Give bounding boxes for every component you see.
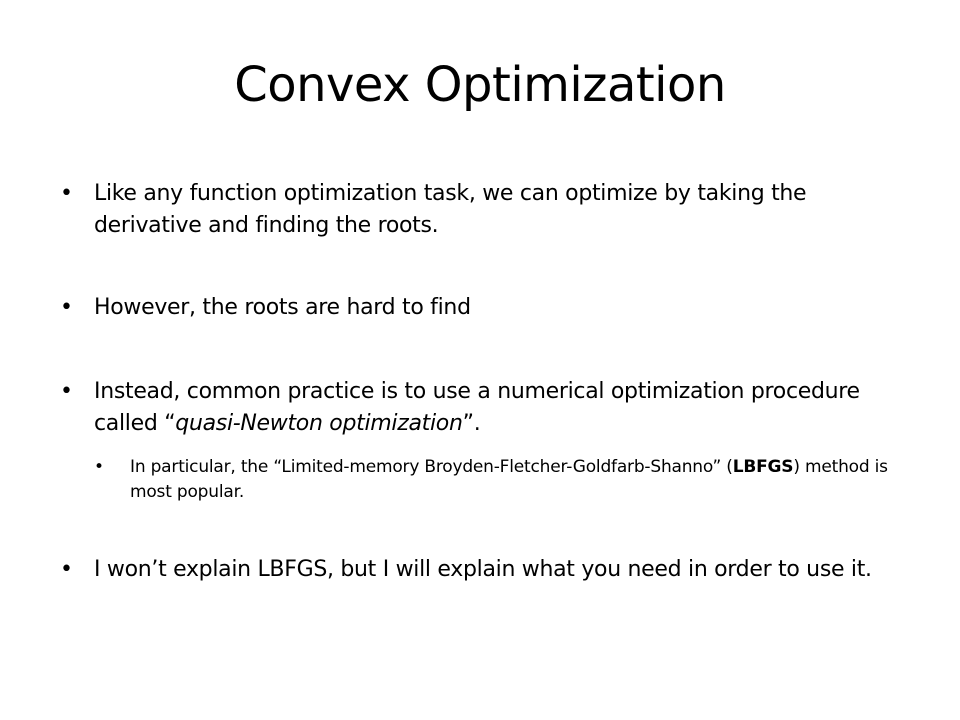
bullet-text bbox=[94, 379, 860, 436]
bullet-item bbox=[60, 376, 900, 439]
bullet-emphasis: quasi-Newton optimization bbox=[175, 410, 463, 436]
bullet-text-before: Instead, common practice is to use a numerical optimization procedure called “ bbox=[94, 379, 860, 436]
bullet-dot-icon: • bbox=[60, 181, 73, 206]
bullet-text: I won’t explain LBFGS, but I will explain what you need in order to use it. bbox=[94, 556, 872, 582]
bullet-text-after: ”. bbox=[462, 410, 481, 436]
sub-bullet-dot-icon: • bbox=[94, 457, 104, 478]
slide-title: Convex Optimization bbox=[234, 57, 726, 113]
bullet-item bbox=[60, 292, 900, 324]
bullet-item bbox=[60, 554, 900, 586]
bullet-dot-icon: • bbox=[60, 556, 73, 582]
bullet-item bbox=[60, 178, 900, 241]
sub-bullet-text bbox=[130, 457, 888, 502]
bullet-list bbox=[60, 178, 900, 585]
sub-bullet-text-before: In particular, the “Limited-memory Broyden-Fletcher-Goldfarb-Shanno” ( bbox=[130, 457, 733, 478]
sub-bullet-strong: LBFGS bbox=[732, 457, 794, 478]
bullet-text: Like any function optimization task, we can optimize by taking the derivative and finding the roots. bbox=[94, 181, 807, 238]
bullet-dot-icon: • bbox=[60, 379, 73, 405]
bullet-dot-icon: • bbox=[60, 295, 73, 321]
bullet-text: However, the roots are hard to find bbox=[94, 295, 471, 321]
sub-bullet-text-after: ) method is most popular. bbox=[130, 457, 888, 502]
sub-bullet-item bbox=[94, 455, 900, 504]
